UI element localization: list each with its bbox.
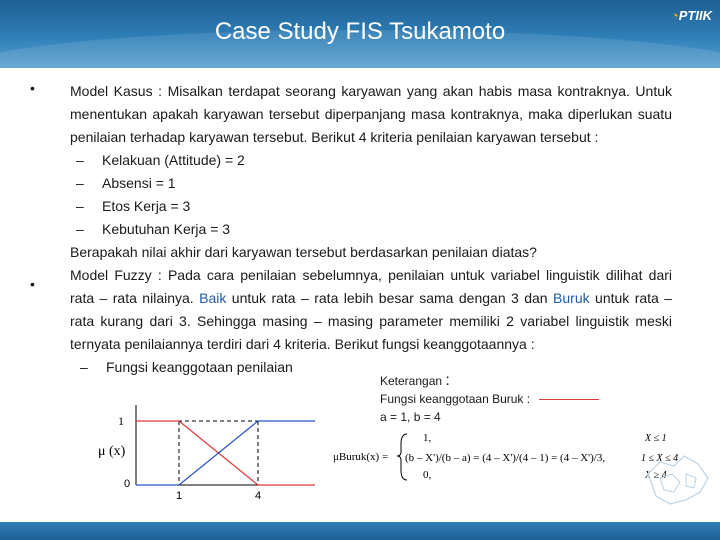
term-baik: Baik [199,290,227,306]
criteria-item: – Etos Kerja = 3 [76,198,191,214]
formula-condition-3: X ≥ 4 [645,470,667,481]
keterangan-note [380,372,599,426]
fuzzy-model-paragraph: Model Fuzzy : Pada cara penilaian sebelumnya, penilaian untuk variabel linguistik dilihat dari rata – rata nilainya. Baik untuk rata – rata lebih besar sama dengan 3 dan Buruk untuk rata – rata kurang dari 3. Sehingga masing – masing parameter memiliki 2 variabel linguistik meski ternyata penilaiannya terdiri dari 4 kriteria. Berikut fungsi keanggotaannya : [70,267,673,352]
logo-text: PTIIK [678,8,712,23]
x-tick-4: 4 [255,490,262,502]
criteria-item: – Kebutuhan Kerja = 3 [76,221,231,237]
formula-case-1: 1, [423,432,432,444]
keterangan-line-2: a = 1, b = 4 [380,410,441,424]
baik-membership-line [136,421,315,485]
formula-case-3: 0, [423,469,432,481]
case-question: Berapakah nilai akhir dari karyawan tersebut berdasarkan penilaian diatas? [70,244,537,260]
slide-title: Case Study FIS Tsukamoto [214,18,506,45]
buruk-legend-swatch [539,399,599,400]
y-axis-label: μ (x) [98,444,126,459]
slide-body [70,80,672,379]
bullet-dot-1: • [30,80,35,96]
formula-lhs: μBuruk(x) = [333,451,389,463]
membership-function-chart [90,395,320,505]
ptiik-logo [671,8,712,23]
criteria-list [70,149,672,241]
slide-header [0,0,720,68]
keterangan-heading: Keterangan : [380,372,450,389]
formula-condition-1: X ≤ 1 [645,433,667,444]
term-buruk: Buruk [553,290,590,306]
buruk-membership-line [136,421,315,485]
world-map-decoration [640,444,715,514]
x-tick-1: 1 [176,490,183,502]
case-intro-paragraph: Model Kasus : Misalkan terdapat seorang karyawan yang akan habis masa kontraknya. Untuk menentukan apakah karyawan tersebut diperpanjang masa kontraknya, maka diperlukan suatu penilaian terhadap karyawan tersebut. Berikut 4 kriteria penilaian karyawan tersebut : [70,83,672,145]
bullet-dot-2: • [30,276,35,292]
formula-condition-2: 1 ≤ X ≤ 4 [641,453,678,464]
buruk-membership-formula [333,430,678,482]
criteria-item: – Kelakuan (Attitude) = 2 [76,152,245,168]
membership-subheading: – Fungsi keanggotaan penilaian [80,359,293,375]
y-tick-1: 1 [118,414,124,428]
keterangan-line-1: Fungsi keanggotaan Buruk : [380,390,599,408]
origin-label: 0 [124,478,131,490]
criteria-item: – Absensi = 1 [76,175,176,191]
formula-case-2: (b – X')/(b – a) = (4 – X')/(4 – 1) = (4 – X')/3, [405,452,606,464]
logo-mark-icon: ◔ [670,8,679,23]
slide-footer [0,522,720,540]
